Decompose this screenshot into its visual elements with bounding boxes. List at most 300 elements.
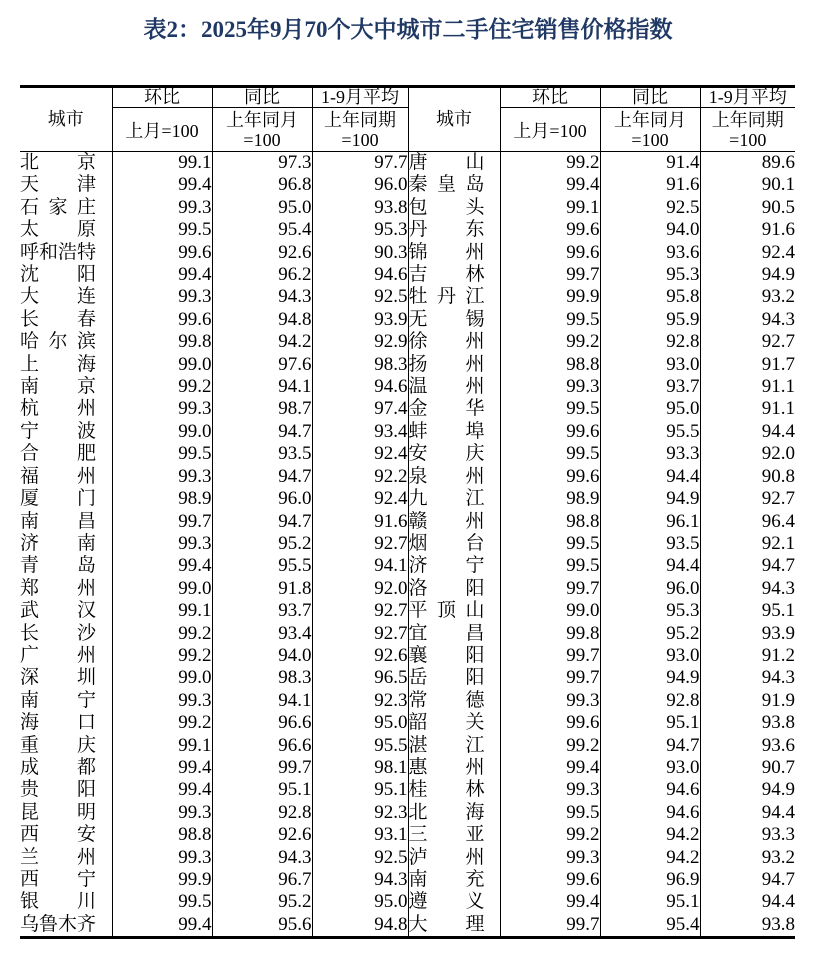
avg-value-cell: 92.9 <box>312 331 408 353</box>
city-name: 平顶山 <box>408 600 485 622</box>
city-name: 惠州 <box>408 756 485 778</box>
mom-value-cell: 99.3 <box>112 847 212 869</box>
city-name: 洛阳 <box>408 577 485 599</box>
city-cell <box>20 847 112 869</box>
city-cell <box>408 242 500 264</box>
avg-value-cell: 92.5 <box>312 286 408 308</box>
avg-value-cell: 92.7 <box>312 600 408 622</box>
yoy-value-cell: 93.0 <box>600 354 700 376</box>
avg-value-cell: 93.8 <box>761 913 795 935</box>
city-name: 太原 <box>20 219 96 241</box>
city-name: 丹东 <box>408 219 485 241</box>
avg-value-cell: 91.7 <box>761 353 795 375</box>
table-row <box>20 197 795 219</box>
avg-value-cell: 91.2 <box>761 644 795 666</box>
avg-value-cell: 90.8 <box>761 465 795 487</box>
mom-value-cell: 99.0 <box>500 600 600 622</box>
yoy-value-cell: 95.0 <box>212 197 312 219</box>
mom-value-cell: 99.5 <box>112 219 212 241</box>
yoy-value-cell: 94.6 <box>600 802 700 824</box>
city-name: 包头 <box>408 196 485 218</box>
avg-value-cell: 90.3 <box>312 242 408 264</box>
table-row <box>20 779 795 801</box>
mom-value-cell: 99.4 <box>500 757 600 779</box>
city-cell <box>408 690 500 712</box>
avg-value-cell: 95.0 <box>312 891 408 913</box>
yoy-value-cell: 95.4 <box>212 219 312 241</box>
yoy-value-cell: 93.7 <box>600 376 700 398</box>
city-cell <box>408 802 500 824</box>
avg-value-cell: 92.0 <box>761 443 795 465</box>
avg-value-cell: 92.0 <box>312 578 408 600</box>
yoy-value-cell: 94.2 <box>600 847 700 869</box>
subheader-avg-base-100: =100 <box>729 129 767 150</box>
city-name: 蚌埠 <box>408 420 485 442</box>
city-cell <box>408 824 500 846</box>
city-cell <box>20 152 112 175</box>
city-name: 三亚 <box>408 824 485 846</box>
yoy-value-cell: 93.0 <box>600 757 700 779</box>
city-name: 秦皇岛 <box>408 174 485 196</box>
mom-value-cell: 99.2 <box>500 824 600 846</box>
city-cell <box>20 398 112 420</box>
yoy-value-cell: 95.1 <box>600 891 700 913</box>
avg-value-cell: 95.3 <box>312 219 408 241</box>
city-name: 泉州 <box>408 465 485 487</box>
city-cell <box>408 600 500 622</box>
avg-value-cell: 92.7 <box>312 533 408 555</box>
table-row <box>20 466 795 488</box>
avg-value-cell: 92.7 <box>761 488 795 510</box>
table-row <box>20 847 795 869</box>
city-cell <box>20 779 112 801</box>
table-row <box>20 735 795 757</box>
avg-value-cell: 93.9 <box>312 309 408 331</box>
yoy-value-cell: 95.1 <box>600 712 700 734</box>
city-cell <box>408 309 500 331</box>
yoy-value-cell: 95.5 <box>600 421 700 443</box>
col-header-avg-right: 1-9月平均 <box>700 87 795 108</box>
yoy-value-cell: 93.7 <box>212 600 312 622</box>
table-row <box>20 645 795 667</box>
city-name: 徐州 <box>408 331 485 353</box>
city-cell <box>408 421 500 443</box>
yoy-value-cell: 95.0 <box>600 398 700 420</box>
avg-value-cell: 92.3 <box>312 802 408 824</box>
avg-value-cell: 95.1 <box>761 600 795 622</box>
city-name: 扬州 <box>408 353 485 375</box>
avg-value-cell: 91.9 <box>761 689 795 711</box>
table-row <box>20 398 795 420</box>
avg-value-cell: 94.3 <box>761 577 795 599</box>
mom-value-cell: 99.4 <box>112 555 212 577</box>
avg-value-cell: 92.6 <box>312 645 408 667</box>
city-cell <box>408 735 500 757</box>
city-name: 济宁 <box>408 555 485 577</box>
table-row <box>20 443 795 465</box>
avg-value-cell: 92.1 <box>761 532 795 554</box>
table-row <box>20 869 795 891</box>
city-name: 岳阳 <box>408 667 485 689</box>
city-cell <box>408 488 500 510</box>
city-name: 哈尔滨 <box>20 331 96 353</box>
avg-value-cell: 93.1 <box>312 824 408 846</box>
mom-value-cell: 99.7 <box>500 645 600 667</box>
yoy-value-cell: 98.7 <box>212 398 312 420</box>
avg-value-cell: 90.7 <box>761 756 795 778</box>
subheader-yoy-base-100: =100 <box>243 129 281 150</box>
city-cell <box>20 466 112 488</box>
city-cell <box>20 802 112 824</box>
city-cell <box>20 600 112 622</box>
avg-value-cell: 92.4 <box>312 443 408 465</box>
avg-value-cell: 97.7 <box>312 152 408 175</box>
city-cell <box>408 779 500 801</box>
mom-value-cell: 99.6 <box>500 421 600 443</box>
city-cell <box>408 219 500 241</box>
city-cell <box>408 286 500 308</box>
mom-value-cell: 99.1 <box>500 197 600 219</box>
mom-value-cell: 99.3 <box>112 802 212 824</box>
yoy-value-cell: 95.1 <box>212 779 312 801</box>
price-index-table <box>20 85 795 939</box>
avg-value-cell: 93.8 <box>312 197 408 219</box>
avg-value-cell: 92.3 <box>312 690 408 712</box>
city-cell <box>408 555 500 577</box>
city-cell <box>20 264 112 286</box>
city-cell <box>20 219 112 241</box>
city-cell <box>408 847 500 869</box>
yoy-value-cell: 93.5 <box>212 443 312 465</box>
mom-value-cell: 99.3 <box>112 690 212 712</box>
avg-value-cell: 98.3 <box>312 354 408 376</box>
city-cell <box>408 174 500 196</box>
city-name: 长春 <box>20 308 96 330</box>
city-name: 兰州 <box>20 846 96 868</box>
city-cell <box>20 690 112 712</box>
avg-value-cell: 93.2 <box>761 846 795 868</box>
yoy-value-cell: 96.7 <box>212 869 312 891</box>
mom-value-cell: 99.3 <box>500 847 600 869</box>
city-cell <box>20 443 112 465</box>
avg-value-cell: 94.6 <box>312 376 408 398</box>
mom-value-cell: 99.3 <box>500 376 600 398</box>
table-row <box>20 533 795 555</box>
table-row <box>20 309 795 331</box>
table-row <box>20 891 795 913</box>
yoy-value-cell: 95.6 <box>212 914 312 938</box>
city-name: 九江 <box>408 488 485 510</box>
mom-value-cell: 99.1 <box>112 600 212 622</box>
yoy-value-cell: 94.1 <box>212 376 312 398</box>
avg-value-cell: 91.1 <box>761 376 795 398</box>
table-row <box>20 174 795 196</box>
avg-value-cell: 95.5 <box>312 735 408 757</box>
yoy-value-cell: 96.1 <box>600 511 700 533</box>
mom-value-cell: 99.3 <box>112 286 212 308</box>
avg-value-cell: 90.5 <box>761 196 795 218</box>
yoy-value-cell: 99.7 <box>212 757 312 779</box>
city-name: 贵阳 <box>20 779 96 801</box>
mom-value-cell: 99.2 <box>500 152 600 175</box>
yoy-value-cell: 94.7 <box>212 511 312 533</box>
city-cell <box>20 735 112 757</box>
table-row <box>20 488 795 510</box>
city-name: 南宁 <box>20 689 96 711</box>
page-title: 表2：2025年9月70个大中城市二手住宅销售价格指数 <box>143 17 673 42</box>
city-name: 金华 <box>408 398 485 420</box>
avg-value-cell: 94.9 <box>761 779 795 801</box>
city-name: 昆明 <box>20 801 96 823</box>
avg-value-cell: 90.1 <box>761 174 795 196</box>
city-cell <box>408 914 500 938</box>
mom-value-cell: 99.1 <box>112 152 212 175</box>
yoy-value-cell: 94.0 <box>212 645 312 667</box>
city-name: 吉林 <box>408 264 485 286</box>
yoy-value-cell: 94.4 <box>600 555 700 577</box>
city-name: 武汉 <box>20 600 96 622</box>
mom-value-cell: 99.4 <box>112 757 212 779</box>
col-header-yoy-right: 同比 <box>600 87 700 108</box>
city-name: 沈阳 <box>20 264 96 286</box>
yoy-value-cell: 95.3 <box>600 264 700 286</box>
city-name: 唐山 <box>408 152 485 173</box>
mom-value-cell: 99.6 <box>112 309 212 331</box>
city-name: 北京 <box>20 152 96 173</box>
table-row <box>20 152 795 175</box>
city-name: 南京 <box>20 376 96 398</box>
mom-value-cell: 99.9 <box>112 869 212 891</box>
city-name: 乌鲁木齐 <box>20 913 97 935</box>
city-name: 泸州 <box>408 846 485 868</box>
avg-value-cell: 89.6 <box>761 152 795 173</box>
col-subheader-yoy-right <box>600 108 700 152</box>
yoy-value-cell: 96.0 <box>600 578 700 600</box>
avg-value-cell: 94.3 <box>761 667 795 689</box>
city-cell <box>20 421 112 443</box>
city-cell <box>408 376 500 398</box>
subheader-avg-base-100: =100 <box>341 129 379 150</box>
mom-value-cell: 99.0 <box>112 354 212 376</box>
city-cell <box>20 891 112 913</box>
city-cell <box>20 511 112 533</box>
city-cell <box>408 578 500 600</box>
avg-value-cell: 92.5 <box>312 847 408 869</box>
mom-value-cell: 99.5 <box>500 309 600 331</box>
yoy-value-cell: 96.2 <box>212 264 312 286</box>
yoy-value-cell: 95.4 <box>600 914 700 938</box>
mom-value-cell: 99.5 <box>112 891 212 913</box>
table-row <box>20 757 795 779</box>
avg-value-cell: 93.2 <box>761 286 795 308</box>
table-row <box>20 376 795 398</box>
yoy-value-cell: 94.9 <box>600 667 700 689</box>
city-name: 青岛 <box>20 555 96 577</box>
avg-value-cell: 92.7 <box>761 331 795 353</box>
col-header-city-left: 城市 <box>20 87 112 152</box>
yoy-value-cell: 94.6 <box>600 779 700 801</box>
yoy-value-cell: 94.7 <box>212 421 312 443</box>
city-cell <box>408 398 500 420</box>
city-cell <box>408 623 500 645</box>
city-name: 海口 <box>20 712 96 734</box>
city-name: 安庆 <box>408 443 485 465</box>
city-name: 遵义 <box>408 891 485 913</box>
avg-value-cell: 98.1 <box>312 757 408 779</box>
city-name: 襄阳 <box>408 644 485 666</box>
mom-value-cell: 99.4 <box>112 174 212 196</box>
city-name: 牡丹江 <box>408 286 485 308</box>
yoy-value-cell: 97.6 <box>212 354 312 376</box>
city-name: 宁波 <box>20 420 96 442</box>
yoy-value-cell: 94.2 <box>212 331 312 353</box>
table-row <box>20 555 795 577</box>
mom-value-cell: 99.2 <box>112 376 212 398</box>
mom-value-cell: 99.7 <box>500 578 600 600</box>
city-cell <box>20 645 112 667</box>
mom-value-cell: 99.5 <box>500 802 600 824</box>
city-name: 湛江 <box>408 734 485 756</box>
avg-value-cell: 93.4 <box>312 421 408 443</box>
table-row <box>20 667 795 689</box>
mom-value-cell: 99.4 <box>112 264 212 286</box>
city-name: 北海 <box>408 801 485 823</box>
mom-value-cell: 99.4 <box>500 174 600 196</box>
yoy-value-cell: 91.8 <box>212 578 312 600</box>
city-cell <box>408 152 500 175</box>
mom-value-cell: 99.3 <box>500 690 600 712</box>
col-subheader-avg-right <box>700 108 795 152</box>
city-name: 西安 <box>20 824 96 846</box>
yoy-value-cell: 93.3 <box>600 443 700 465</box>
city-cell <box>408 264 500 286</box>
table-row <box>20 802 795 824</box>
city-name: 烟台 <box>408 532 485 554</box>
mom-value-cell: 99.3 <box>112 533 212 555</box>
avg-value-cell: 91.1 <box>761 398 795 420</box>
table-row <box>20 264 795 286</box>
mom-value-cell: 99.6 <box>112 242 212 264</box>
city-cell <box>408 712 500 734</box>
city-name: 呼和浩特 <box>20 241 97 263</box>
yoy-value-cell: 95.2 <box>600 623 700 645</box>
mom-value-cell: 99.4 <box>500 891 600 913</box>
yoy-value-cell: 92.8 <box>600 690 700 712</box>
mom-value-cell: 99.3 <box>112 466 212 488</box>
avg-value-cell: 94.7 <box>761 869 795 890</box>
city-cell <box>408 645 500 667</box>
yoy-value-cell: 95.8 <box>600 286 700 308</box>
mom-value-cell: 99.2 <box>500 735 600 757</box>
mom-value-cell: 99.1 <box>112 735 212 757</box>
yoy-value-cell: 92.5 <box>600 197 700 219</box>
mom-value-cell: 99.2 <box>112 623 212 645</box>
mom-value-cell: 99.0 <box>112 578 212 600</box>
yoy-value-cell: 94.0 <box>600 219 700 241</box>
city-cell <box>20 869 112 891</box>
mom-value-cell: 99.6 <box>500 466 600 488</box>
city-cell <box>20 623 112 645</box>
city-cell <box>20 354 112 376</box>
mom-value-cell: 99.5 <box>500 555 600 577</box>
avg-value-cell: 94.6 <box>312 264 408 286</box>
table-row <box>20 914 795 938</box>
city-cell <box>20 286 112 308</box>
city-name: 广州 <box>20 644 96 666</box>
city-cell <box>408 891 500 913</box>
avg-value-cell: 97.4 <box>312 398 408 420</box>
avg-value-cell: 91.6 <box>312 511 408 533</box>
city-cell <box>408 533 500 555</box>
city-name: 杭州 <box>20 398 96 420</box>
avg-value-cell: 93.8 <box>761 712 795 734</box>
col-subheader-yoy-left <box>212 108 312 152</box>
city-cell <box>20 914 112 938</box>
city-name: 常德 <box>408 689 485 711</box>
yoy-value-cell: 94.4 <box>600 466 700 488</box>
col-header-mom-left: 环比 <box>112 87 212 108</box>
col-header-mom-right: 环比 <box>500 87 600 108</box>
city-name: 南昌 <box>20 510 96 532</box>
col-subheader-mom-left: 上月=100 <box>112 108 212 152</box>
avg-value-cell: 94.9 <box>761 264 795 286</box>
yoy-value-cell: 92.6 <box>212 824 312 846</box>
avg-value-cell: 95.0 <box>312 712 408 734</box>
city-name: 成都 <box>20 756 96 778</box>
city-cell <box>20 533 112 555</box>
table-row <box>20 712 795 734</box>
mom-value-cell: 99.4 <box>112 779 212 801</box>
city-cell <box>20 309 112 331</box>
table-row <box>20 623 795 645</box>
mom-value-cell: 99.0 <box>112 667 212 689</box>
mom-value-cell: 98.9 <box>112 488 212 510</box>
mom-value-cell: 99.6 <box>500 712 600 734</box>
city-name: 厦门 <box>20 488 96 510</box>
mom-value-cell: 99.3 <box>112 398 212 420</box>
city-cell <box>408 757 500 779</box>
table-row <box>20 824 795 846</box>
subheader-yoy-base: 上年同月 <box>614 109 686 130</box>
mom-value-cell: 98.8 <box>500 354 600 376</box>
city-cell <box>408 511 500 533</box>
mom-value-cell: 99.8 <box>500 623 600 645</box>
city-cell <box>408 331 500 353</box>
city-cell <box>20 578 112 600</box>
yoy-value-cell: 94.7 <box>600 735 700 757</box>
table-row <box>20 331 795 353</box>
city-cell <box>408 443 500 465</box>
avg-value-cell: 96.4 <box>761 510 795 532</box>
mom-value-cell: 99.2 <box>112 712 212 734</box>
city-cell <box>408 197 500 219</box>
city-name: 赣州 <box>408 510 485 532</box>
city-name: 大连 <box>20 286 96 308</box>
yoy-value-cell: 94.1 <box>212 690 312 712</box>
avg-value-cell: 94.4 <box>761 420 795 442</box>
city-name: 郑州 <box>20 577 96 599</box>
avg-value-cell: 95.1 <box>312 779 408 801</box>
yoy-value-cell: 91.6 <box>600 174 700 196</box>
city-cell <box>20 488 112 510</box>
mom-value-cell: 99.5 <box>500 398 600 420</box>
yoy-value-cell: 92.6 <box>212 242 312 264</box>
avg-value-cell: 93.6 <box>761 734 795 756</box>
col-header-city-right: 城市 <box>408 87 500 152</box>
yoy-value-cell: 94.9 <box>600 488 700 510</box>
city-cell <box>20 197 112 219</box>
city-name: 深圳 <box>20 667 96 689</box>
